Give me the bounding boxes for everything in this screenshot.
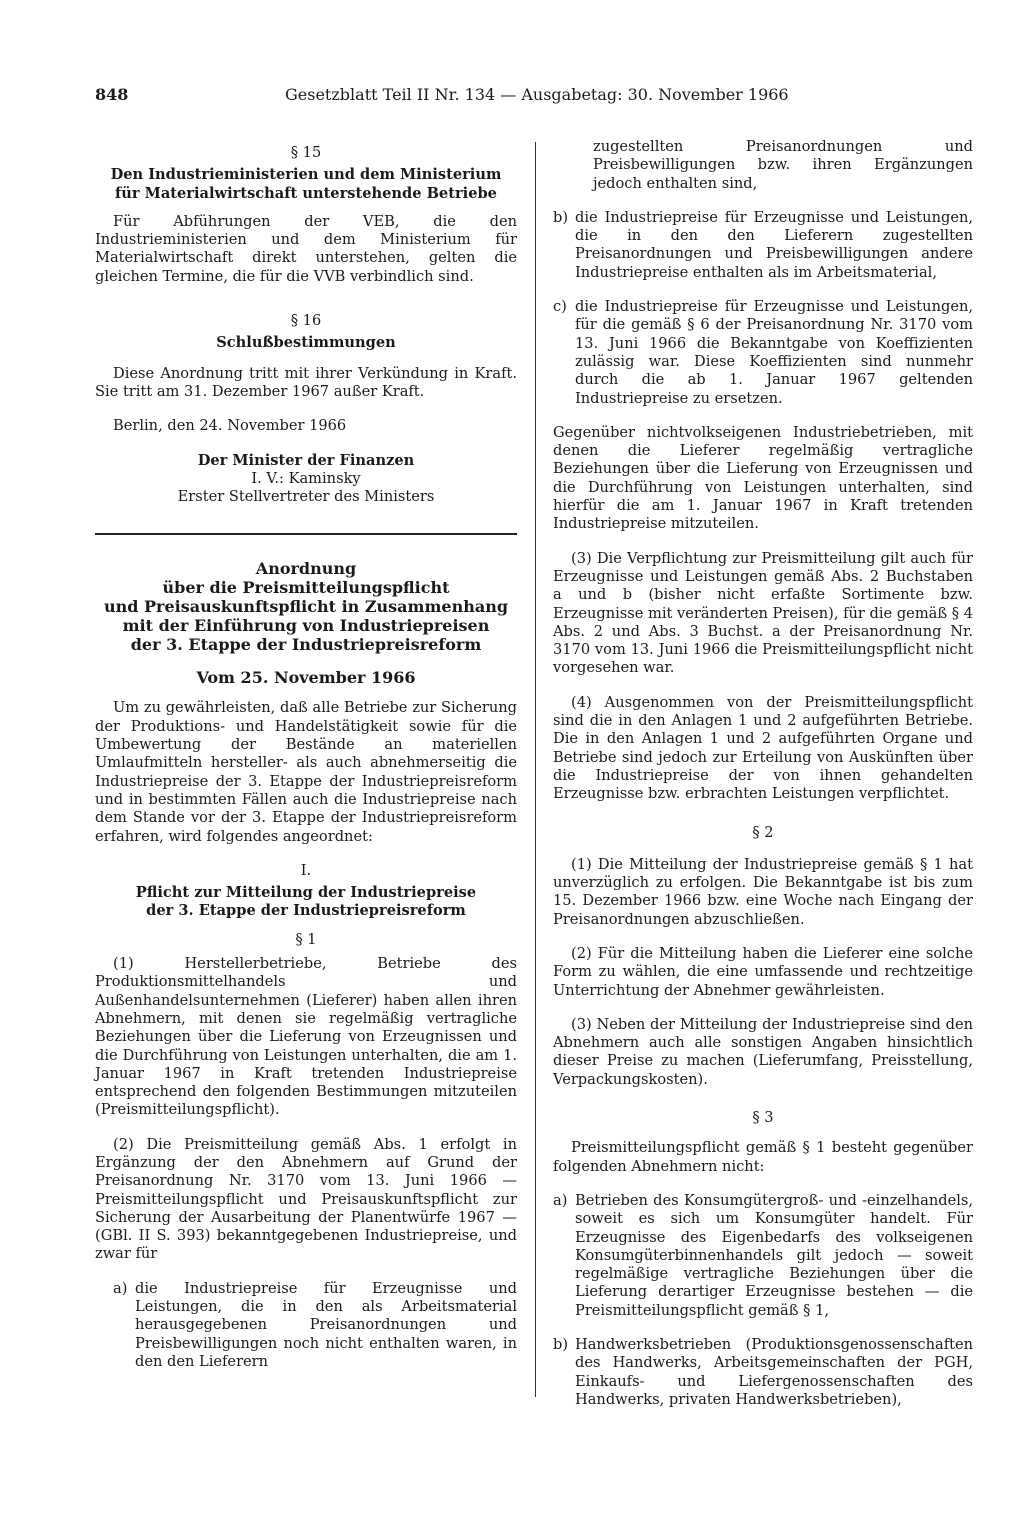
- section-15-text: Für Abführungen der VEB, die den Industrieministerien und dem Ministerium für Materialwirtschaft direkt unterstehen, gelten die gleichen Termine, die für die VVB verbindlich sind.: [95, 212, 517, 285]
- section-16-heading: Schlußbestimmungen: [216, 334, 396, 352]
- list-item-b-text: die Industriepreise für Erzeugnisse und Leistungen, die in den den Lieferern zugestellten Preisanordnungen und Preisbewilligungen andere Industriepreise enthalten als im Arbeitsmaterial,: [575, 208, 973, 281]
- ordinance-title-line-4: mit der Einführung von Industriepreisen: [122, 616, 490, 636]
- list-item-c-text: die Industriepreise für Erzeugnisse und Leistungen, für die gemäß § 6 der Preisanordnung Nr. 3170 vom 13. Juni 1966 die Bekanntgabe von Koeffizienten zulässig war. Diese Koeffizienten sind nunmehr durch die ab 1. Januar 1967 geltenden Industriepreise zu ersetzen.: [575, 298, 973, 407]
- ordinance-title-line-3: und Preisauskunftspflicht in Zusammenhang: [103, 597, 509, 617]
- section-2-number: § 2: [752, 823, 774, 841]
- section-16-text: Diese Anordnung tritt mit ihrer Verkündung in Kraft. Sie tritt am 31. Dezember 1967 außer Kraft.: [95, 364, 517, 400]
- section-3-item-a: [553, 1192, 973, 1320]
- list-item-b: [553, 209, 973, 282]
- list-item-c: [553, 298, 973, 408]
- part-number: I.: [300, 861, 312, 879]
- list-item-a-continued-text: zugestellten Preisanordnungen und Preisbewilligungen bzw. ihren Ergänzungen jedoch enthalten sind,: [593, 138, 973, 192]
- part-heading-line-1: Pflicht zur Mitteilung der Industriepreise: [135, 884, 477, 902]
- list-item-c-label: c): [553, 298, 567, 316]
- section-3-item-b: [553, 1336, 973, 1409]
- ordinance-title: [95, 559, 517, 654]
- page-number: 848: [95, 85, 129, 104]
- section-3-item-a-text: Betrieben des Konsumgütergroß- und -einzelhandels, soweit es sich um Konsumgüter handelt. Für Erzeugnisse des Eigenbedarfs des volkseigenen Konsumgüterbinnenhandels gilt jedoch — soweit regelmäßige vertragliche Beziehungen über die Lieferung derartiger Erzeugnisse bestehen — die Preismitteilungspflicht gemäß § 1,: [575, 1191, 973, 1319]
- section-16-number: § 16: [290, 312, 322, 330]
- section-2-para-3: (3) Neben der Mitteilung der Industriepreise sind den Abnehmern auch alle sonstigen Angaben hinsichtlich dieser Preise zu machen (Lieferumfang, Preisstellung, Verpackungskosten).: [553, 1015, 973, 1088]
- paragraph-gegenueber: Gegenüber nichtvolkseigenen Industriebetrieben, mit denen die Lieferer regelmäßig vertragliche Beziehungen über die Lieferung von Erzeugnissen und die Durchführung von Leistungen unterhalten, sind hierfür die am 1. Januar 1967 in Kraft tretenden Industriepreise mitzuteilen.: [553, 423, 973, 533]
- section-2-para-1: (1) Die Mitteilung der Industriepreise gemäß § 1 hat unverzüglich zu erfolgen. Die Bekanntgabe ist bis zum 15. Dezember 1966 bzw. eine Woche nach Eingang der Preisanordnungen abzuschließen.: [553, 855, 973, 928]
- section-1-para-4: (4) Ausgenommen von der Preismitteilungspflicht sind die in den Anlagen 1 und 2 aufgeführten Betriebe. Die in den Anlagen 1 und 2 aufgeführten Organe und Betriebe sind jedoch zur Erteilung von Auskünften über die Industriepreise der von ihnen gehandelten Erzeugnisse bzw. erbrachten Leistungen verpflichtet.: [553, 693, 973, 803]
- section-15-heading: [95, 166, 517, 203]
- section-2-para-2: (2) Für die Mitteilung haben die Lieferer eine solche Form zu wählen, die eine umfassende und rechtzeitige Unterrichtung der Abnehmer gewährleisten.: [553, 944, 973, 999]
- page-header: [95, 86, 995, 108]
- list-item-a-text: die Industriepreise für Erzeugnisse und Leistungen, die in den als Arbeitsmaterial herausgegebenen Preisanordnungen und Preisbewilligungen noch nicht enthalten waren, in den den Lieferern: [135, 1279, 517, 1370]
- list-item-a-continued: [553, 138, 973, 193]
- list-item-a-label: a): [113, 1279, 128, 1297]
- section-15-number: § 15: [290, 144, 322, 161]
- list-item-a: [95, 1280, 517, 1371]
- section-1-para-2: (2) Die Preismitteilung gemäß Abs. 1 erfolgt in Ergänzung der den Abnehmern auf Grund der Preisanordnung Nr. 3170 vom 13. Juni 1966 — Preismitteilungspflicht und Preisauskunftspflicht zur Sicherung der Ausarbeitung der Planentwürfe 1967 — (GBl. II S. 393) bekanntgegebenen Industriepreise, und zwar für: [95, 1135, 517, 1263]
- left-column: [95, 138, 517, 1387]
- section-3-number: § 3: [752, 1109, 774, 1127]
- section-3-intro: Preismitteilungspflicht gemäß § 1 besteht gegenüber folgenden Abnehmern nicht:: [553, 1139, 973, 1175]
- place-date: Berlin, den 24. November 1966: [113, 417, 347, 435]
- part-heading-line-2: der 3. Etappe der Industriepreisreform: [146, 902, 466, 920]
- signer-name: [95, 470, 517, 488]
- section-3-item-a-label: a): [553, 1191, 568, 1209]
- ordinance-title-line-5: der 3. Etappe der Industriepreisreform: [130, 635, 482, 655]
- right-column: [553, 138, 973, 1425]
- preamble-text: Um zu gewährleisten, daß alle Betriebe zur Sicherung der Produktions- und Handelstätigkeit sowie für die Umbewertung der Bestände an materiellen Umlaufmitteln hersteller- als auch abnehmerseitig die Industriepreise der 3. Etappe der Industriepreisreform und in bestimmten Fällen auch die Industriepreise nach dem Stande vor der 3. Etappe der Industriepreisreform erfahren, wird folgendes angeordnet:: [95, 699, 517, 845]
- signer-org: Der Minister der Finanzen: [197, 451, 415, 469]
- part-heading: [95, 884, 517, 921]
- section-1-number: § 1: [295, 930, 317, 948]
- signer-title: Erster Stellvertreter des Ministers: [177, 488, 435, 506]
- list-item-b-label: b): [553, 208, 569, 226]
- ordinance-title-line-2: über die Preismitteilungspflicht: [162, 578, 450, 598]
- separator-rule: [95, 533, 517, 535]
- section-3-item-b-label: b): [553, 1336, 569, 1354]
- header-title: Gesetzblatt Teil II Nr. 134 — Ausgabetag: 30. November 1966: [285, 85, 789, 104]
- section-1-para-1: (1) Herstellerbetriebe, Betriebe des Produktionsmittelhandels und Außenhandelsunternehmen (Lieferer) haben allen ihren Abnehmern, mit denen sie regelmäßig vertragliche Beziehungen über die Lieferung von Erzeugnissen und die Durchführung von Leistungen unterhalten, die am 1. Januar 1967 in Kraft tretenden Industriepreise entsprechend den folgenden Bestimmungen mitzuteilen (Preismitteilungspflicht).: [95, 955, 517, 1119]
- ordinance-date: Vom 25. November 1966: [196, 668, 416, 688]
- ordinance-title-line-1: Anordnung: [255, 559, 357, 579]
- column-divider: [535, 142, 536, 1397]
- section-1-para-3: (3) Die Verpflichtung zur Preismitteilung gilt auch für Erzeugnisse und Leistungen gemäß Abs. 2 Buchstaben a und b (bisher nicht erfaßte Sortimente bzw. Erzeugnisse mit veränderten Preisen), für die gemäß § 4 Abs. 2 und Abs. 3 Buchst. a der Preisanordnung Nr. 3170 vom 13. Juni 1966 die Preismitteilungspflicht nicht vorgesehen war.: [553, 549, 973, 677]
- section-15-heading-line-1: Den Industrieministerien und dem Ministerium: [110, 166, 502, 184]
- signer-name-text: I. V.: Kaminsky: [251, 469, 361, 487]
- section-3-item-b-text: Handwerksbetrieben (Produktionsgenossenschaften des Handwerks, Arbeitsgemeinschaften der PGH, Einkaufs- und Liefergenossenschaften des Handwerks, privaten Handwerksbetrieben),: [575, 1336, 973, 1408]
- section-15-heading-line-2: für Materialwirtschaft unterstehende Betriebe: [115, 184, 497, 202]
